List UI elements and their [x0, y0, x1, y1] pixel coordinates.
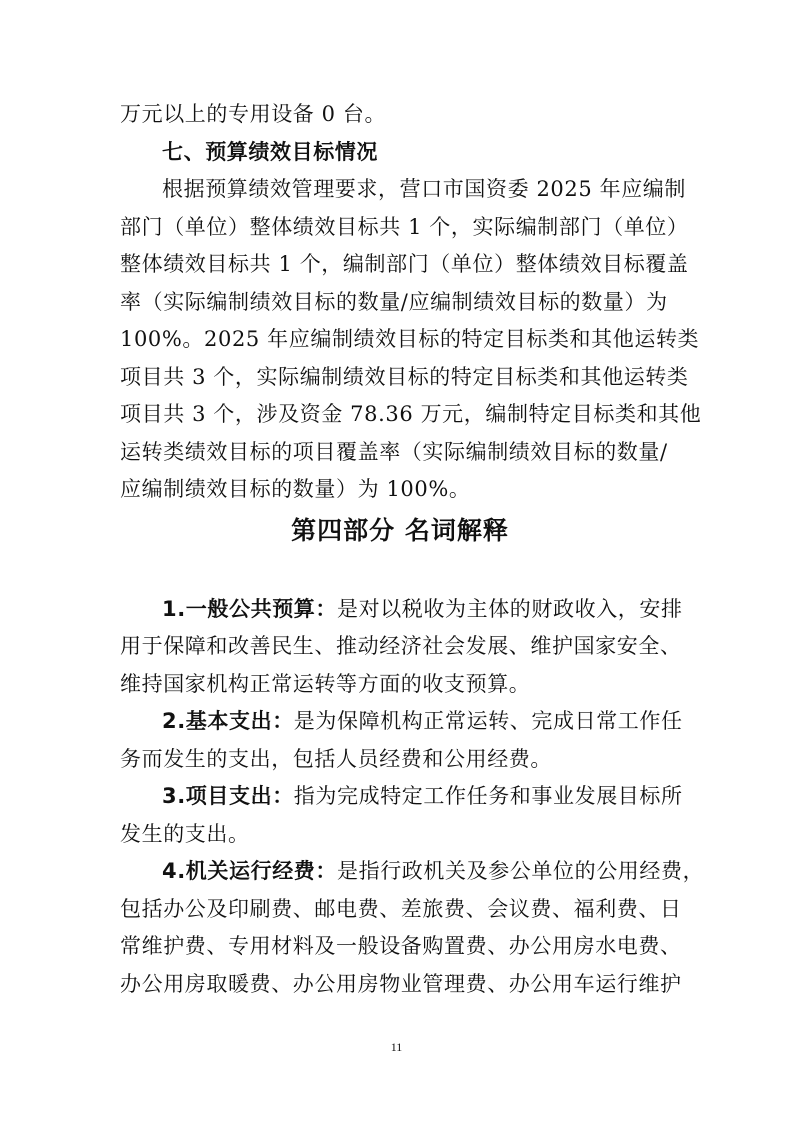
glossary-definition: 是指行政机关及参公单位的公用经费，	[337, 859, 705, 883]
page-number: 11	[390, 1040, 403, 1054]
glossary-line: 常维护费、专用材料及一般设备购置费、办公用房水电费、	[120, 934, 682, 958]
glossary-first-line	[120, 778, 683, 816]
glossary-line: 办公用房取暖费、办公用房物业管理费、办公用车运行维护	[120, 971, 682, 996]
glossary-first-line	[120, 853, 705, 891]
section-7-line: 根据预算绩效管理要求，营口市国资委 2025 年应编制	[162, 177, 686, 201]
glossary-definition: 是对以税收为主体的财政收入，安排	[337, 596, 683, 621]
glossary-line: 用于保障和改善民生、推动经济社会发展、维护国家安全、	[120, 634, 682, 658]
glossary-first-line	[120, 703, 683, 741]
glossary-item-2	[120, 703, 683, 778]
glossary-item-4	[120, 853, 705, 1003]
section-7-line: 整体绩效目标共 1 个，编制部门（单位）整体绩效目标覆盖	[120, 252, 689, 276]
section-7-line: 部门（单位）整体绩效目标共 1 个，实际编制部门（单位）	[120, 214, 689, 239]
glossary-term: 4.机关运行经费：	[162, 859, 337, 883]
glossary-line: 务而发生的支出，包括人员经费和公用经费。	[120, 746, 552, 771]
glossary-term: 2.基本支出：	[162, 709, 294, 733]
glossary-term: 3.项目支出：	[162, 784, 294, 808]
part-4-title: 第四部分 名词解释	[291, 515, 509, 545]
intro-line: 万元以上的专用设备 0 台。	[120, 102, 387, 126]
section-7-line: 率（实际编制绩效目标的数量/应编制绩效目标的数量）为	[120, 289, 668, 314]
glossary-first-line	[120, 591, 683, 629]
glossary-line: 发生的支出。	[120, 821, 250, 846]
section-7-line: 项目共 3 个，涉及资金 78.36 万元，编制特定目标类和其他	[120, 402, 702, 426]
section-7-line: 运转类绩效目标的项目覆盖率（实际编制绩效目标的数量/	[120, 439, 668, 464]
glossary-item-1	[120, 591, 683, 704]
glossary-definition: 指为完成特定工作任务和事业发展目标所	[293, 784, 683, 808]
section-7-line: 100%。2025 年应编制绩效目标的特定目标类和其他运转类	[120, 327, 700, 351]
glossary-line: 维持国家机构正常运转等方面的收支预算。	[120, 671, 531, 696]
glossary-definition: 是为保障机构正常运转、完成日常工作任	[293, 709, 683, 733]
section-7-line: 项目共 3 个，实际编制绩效目标的特定目标类和其他运转类	[120, 364, 689, 389]
page-content	[120, 96, 705, 1003]
section-7-body	[120, 171, 702, 509]
section-7-heading: 七、预算绩效目标情况	[162, 139, 378, 164]
section-7-line: 应编制绩效目标的数量）为 100%。	[120, 477, 471, 501]
glossary-line: 包括办公及印刷费、邮电费、差旅费、会议费、福利费、日	[120, 896, 682, 921]
glossary-item-3	[120, 778, 683, 853]
glossary-term: 1.一般公共预算：	[162, 596, 337, 621]
